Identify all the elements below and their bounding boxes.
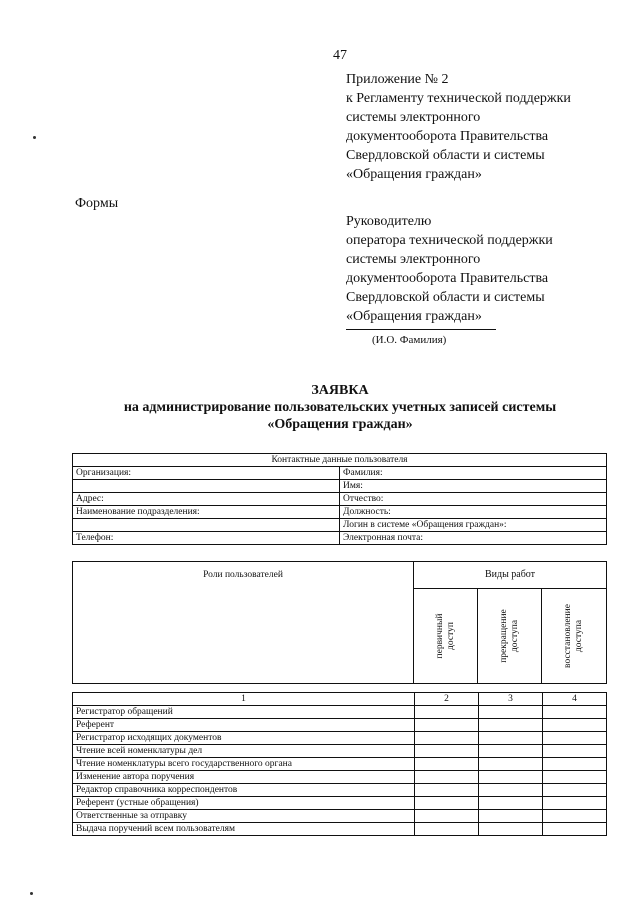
contact-field-right[interactable]: Фамилия:: [340, 467, 607, 480]
contacts-table: [72, 453, 607, 545]
appendix-line: системы электронного: [346, 110, 481, 125]
roles-column-header: Роли пользователей: [73, 562, 414, 683]
contact-field-right[interactable]: Имя:: [340, 480, 607, 493]
addressee-line: оператора технической поддержки: [346, 233, 553, 248]
role-name: Редактор справочника корреспондентов: [73, 784, 415, 797]
table-row: [73, 706, 607, 719]
column-number: 3: [479, 693, 543, 706]
checkbox-cell[interactable]: [479, 745, 543, 758]
table-row: [73, 719, 607, 732]
checkbox-cell[interactable]: [415, 797, 479, 810]
checkbox-cell[interactable]: [415, 745, 479, 758]
signature-caption: (И.О. Фамилия): [372, 334, 447, 346]
scan-speck: [33, 136, 36, 139]
role-name: Референт: [73, 719, 415, 732]
checkbox-cell[interactable]: [543, 719, 607, 732]
contact-field-left[interactable]: [73, 519, 340, 532]
forms-label: Формы: [75, 196, 119, 211]
column-number: 1: [73, 693, 415, 706]
checkbox-cell[interactable]: [415, 771, 479, 784]
checkbox-cell[interactable]: [543, 797, 607, 810]
col-header-text: первичный: [434, 613, 445, 658]
table-row: [73, 758, 607, 771]
addressee-line: «Обращения граждан»: [346, 309, 482, 324]
title-line-1: ЗАЯВКА: [311, 383, 369, 398]
role-name: Ответственные за отправку: [73, 810, 415, 823]
table-row: [73, 732, 607, 745]
checkbox-cell[interactable]: [415, 758, 479, 771]
checkbox-cell[interactable]: [479, 706, 543, 719]
addressee-line: документооборота Правительства: [346, 271, 549, 286]
checkbox-cell[interactable]: [479, 823, 543, 836]
appendix-line: Свердловской области и системы: [346, 148, 545, 163]
col-header-text: прекращение: [498, 608, 509, 663]
table-row: [73, 797, 607, 810]
role-name: Чтение всей номенклатуры дел: [73, 745, 415, 758]
appendix-line: к Регламенту технической поддержки: [346, 91, 571, 106]
work-types-header: Виды работ: [414, 562, 606, 589]
checkbox-cell[interactable]: [415, 784, 479, 797]
page-number: 47: [333, 48, 347, 63]
checkbox-cell[interactable]: [479, 732, 543, 745]
col-header-restore-access: [542, 588, 606, 683]
table-row: [73, 519, 607, 532]
contact-field-right[interactable]: Должность:: [340, 506, 607, 519]
checkbox-cell[interactable]: [415, 706, 479, 719]
checkbox-cell[interactable]: [543, 823, 607, 836]
roles-table: [72, 692, 607, 836]
roles-header-table: [72, 561, 607, 684]
table-row: [73, 784, 607, 797]
scan-speck: [30, 892, 33, 895]
checkbox-cell[interactable]: [479, 784, 543, 797]
checkbox-cell[interactable]: [479, 771, 543, 784]
checkbox-cell[interactable]: [415, 719, 479, 732]
table-row: [73, 745, 607, 758]
checkbox-cell[interactable]: [543, 771, 607, 784]
contact-field-left[interactable]: Организация:: [73, 467, 340, 480]
col-header-revoke-access: [478, 588, 542, 683]
appendix-line: документооборота Правительства: [346, 129, 549, 144]
table-row: [73, 480, 607, 493]
checkbox-cell[interactable]: [543, 784, 607, 797]
table-row: [73, 771, 607, 784]
table-row: [73, 810, 607, 823]
role-name: Референт (устные обращения): [73, 797, 415, 810]
checkbox-cell[interactable]: [415, 732, 479, 745]
checkbox-cell[interactable]: [543, 810, 607, 823]
appendix-block: [346, 70, 626, 184]
contact-field-left[interactable]: Телефон:: [73, 532, 340, 545]
checkbox-cell[interactable]: [415, 810, 479, 823]
title-line-2: на администрирование пользовательских учетных записей системы: [123, 400, 557, 415]
table-row: [73, 506, 607, 519]
checkbox-cell[interactable]: [479, 797, 543, 810]
checkbox-cell[interactable]: [479, 719, 543, 732]
addressee-line: системы электронного: [346, 252, 481, 267]
appendix-line: Приложение № 2: [346, 72, 449, 87]
contact-field-right[interactable]: Электронная почта:: [340, 532, 607, 545]
column-numbers-row: [73, 693, 607, 706]
contact-field-left[interactable]: [73, 480, 340, 493]
col-header-text: доступа: [509, 619, 520, 652]
appendix-line: «Обращения граждан»: [346, 167, 482, 182]
role-name: Регистратор исходящих документов: [73, 732, 415, 745]
checkbox-cell[interactable]: [543, 745, 607, 758]
col-header-text: доступ: [445, 621, 456, 650]
addressee-block: [346, 212, 626, 326]
role-name: Выдача поручений всем пользователям: [73, 823, 415, 836]
checkbox-cell[interactable]: [479, 758, 543, 771]
signature-line: [346, 329, 496, 330]
contact-field-right[interactable]: Логин в системе «Обращения граждан»:: [340, 519, 607, 532]
role-name: Регистратор обращений: [73, 706, 415, 719]
col-header-initial-access: [414, 588, 478, 683]
title-line-3: «Обращения граждан»: [267, 417, 413, 432]
role-name: Изменение автора поручения: [73, 771, 415, 784]
table-row: [73, 493, 607, 506]
role-name: Чтение номенклатуры всего государственного органа: [73, 758, 415, 771]
table-row: [73, 467, 607, 480]
checkbox-cell[interactable]: [543, 758, 607, 771]
addressee-line: Руководителю: [346, 214, 432, 229]
checkbox-cell[interactable]: [543, 706, 607, 719]
checkbox-cell[interactable]: [543, 732, 607, 745]
contact-field-right[interactable]: Отчество:: [340, 493, 607, 506]
table-row: [73, 532, 607, 545]
checkbox-cell[interactable]: [479, 810, 543, 823]
column-number: 4: [543, 693, 607, 706]
col-header-text: восстановление: [563, 603, 573, 668]
contact-field-left[interactable]: Наименование подразделения:: [73, 506, 340, 519]
contact-field-left[interactable]: Адрес:: [73, 493, 340, 506]
addressee-line: Свердловской области и системы: [346, 290, 545, 305]
document-title: [0, 382, 640, 433]
column-number: 2: [415, 693, 479, 706]
checkbox-cell[interactable]: [415, 823, 479, 836]
contacts-header: Контактные данные пользователя: [73, 454, 607, 467]
col-header-text: доступа: [574, 619, 584, 652]
table-row: [73, 823, 607, 836]
